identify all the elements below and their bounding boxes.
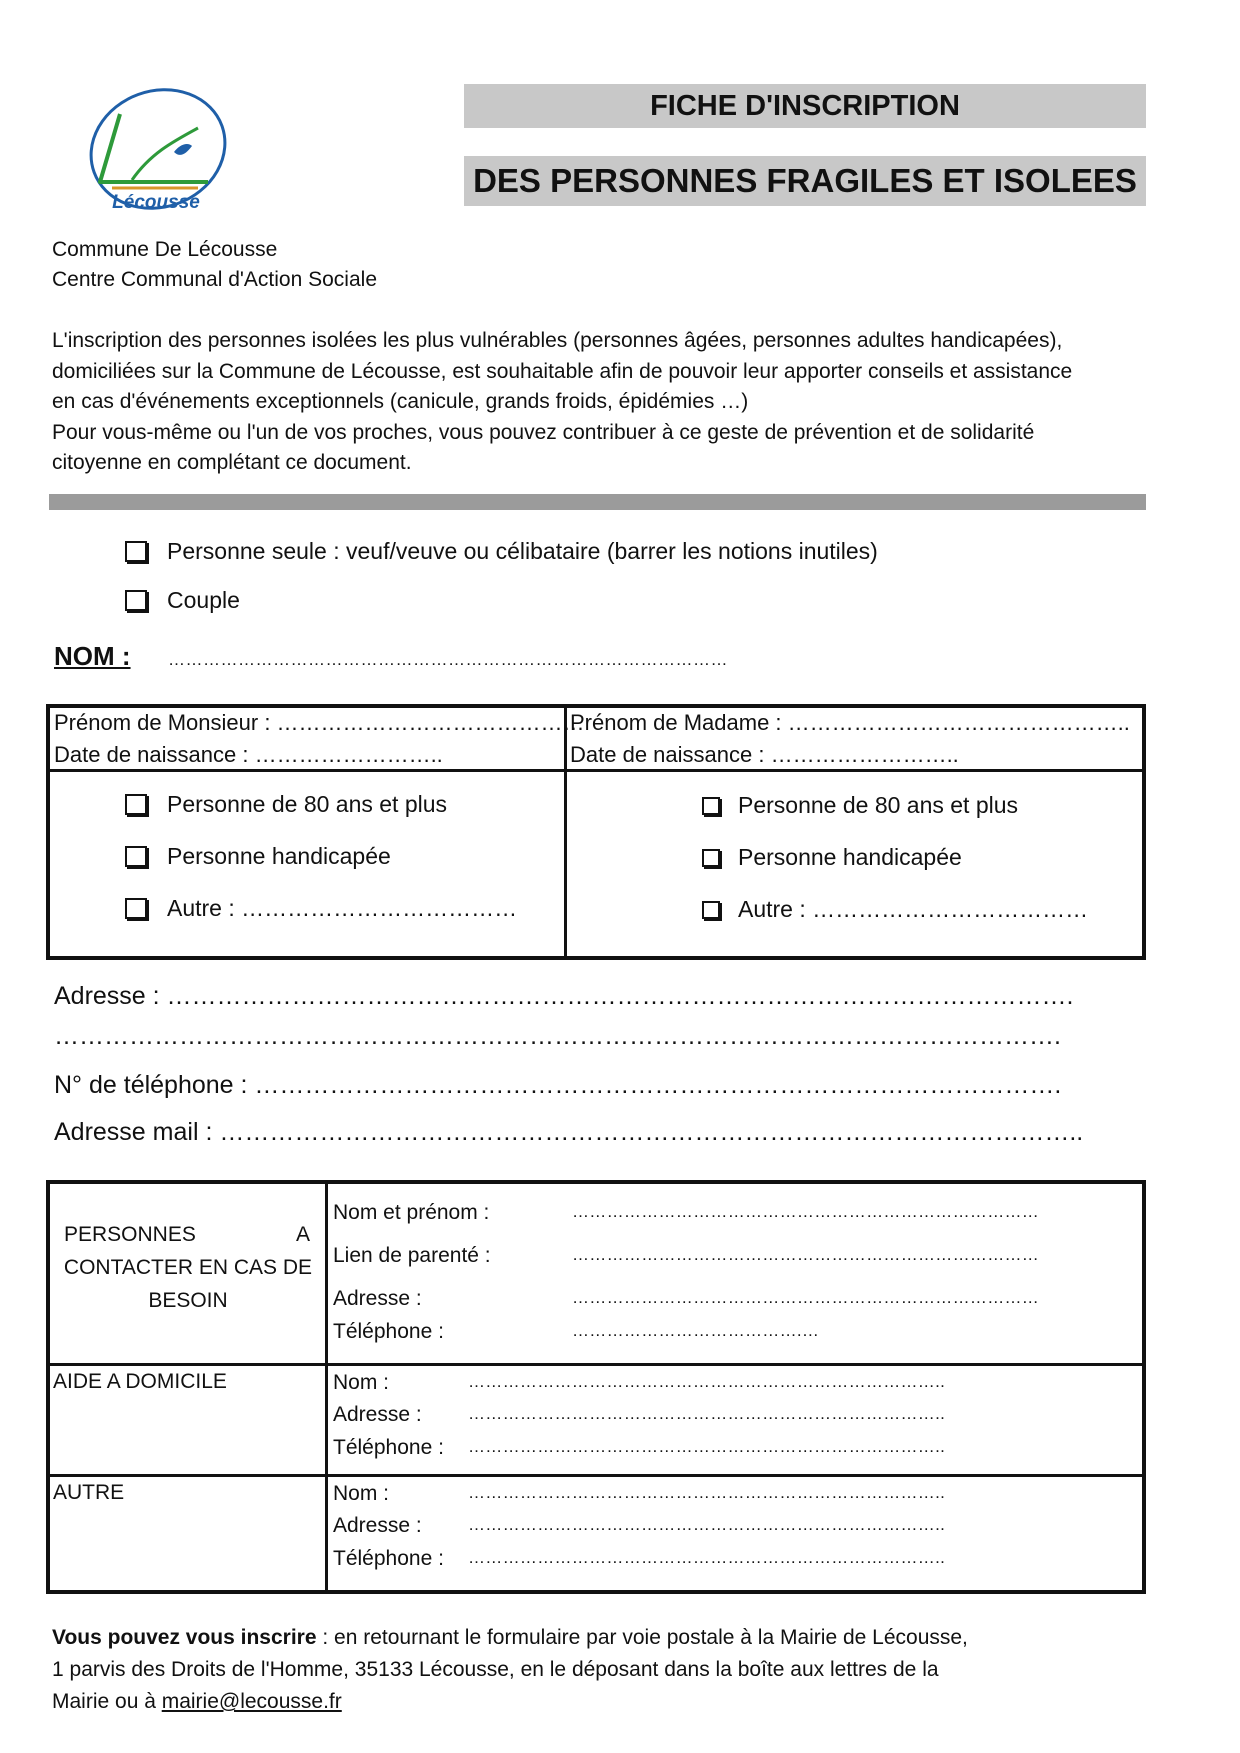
intro-line: L'inscription des personnes isolées les plus vulnérables (personnes âgées, personnes adultes handicapées), [52,329,1063,352]
option-label: Personne de 80 ans et plus [167,791,448,817]
checkbox-icon[interactable] [125,541,147,562]
monsieur-option-handicap[interactable] [125,843,391,870]
table-divider [48,1474,1144,1477]
home-help-phone-label: Téléphone : [333,1436,444,1459]
org-department: Centre Communal d'Action Sociale [52,268,377,291]
org-name: Commune De Lécousse [52,238,278,261]
intro-line: citoyenne en complétant ce document. [52,451,412,474]
intro-line: domiciliées sur la Commune de Lécousse, est souhaitable afin de pouvoir leur apporter conseils et assistance [52,359,1073,383]
contact-relation-field[interactable]: ……………………………………………………………………… [572,1245,1040,1264]
option-label: Autre : ……………………………… [738,896,1089,922]
commune-logo [80,84,232,220]
table-divider [325,1182,328,1592]
contact-heading-line2: CONTACTER EN CAS DE [63,1256,313,1279]
form-subtitle: DES PERSONNES FRAGILES ET ISOLEES [464,156,1146,206]
monsieur-option-autre[interactable] [125,895,517,922]
logo-text: Lécousse [112,192,200,213]
contact-address-field[interactable]: ……………………………………………………………………… [572,1288,1040,1307]
footer-line [52,1686,1152,1718]
contact-name-field[interactable]: ……………………………………………………………………… [572,1202,1040,1221]
home-help-name-label: Nom : [333,1371,390,1394]
option-couple-label: Couple [167,587,240,613]
footer-instructions [52,1622,1152,1718]
option-label: Personne handicapée [738,844,962,870]
checkbox-icon[interactable] [125,794,147,815]
address-field-line2[interactable]: …………………………………………………………………………………………………………. [54,1022,1061,1050]
checkbox-icon[interactable] [125,846,147,867]
other-name-label: Nom : [333,1482,390,1505]
home-help-phone-field[interactable]: ……………………………………………………………………….. [468,1437,946,1456]
checkbox-icon[interactable] [125,590,147,611]
logo-icon [80,84,232,220]
nom-field[interactable]: …………………………………………………………………………………… [168,650,728,669]
option-single-label: Personne seule : veuf/veuve ou célibataire (barrer les notions inutiles) [167,538,878,564]
madame-birthdate-field[interactable]: Date de naissance : …………………….. [570,742,959,767]
checkbox-icon[interactable] [125,898,147,919]
contact-phone-field[interactable]: ………………………………….… [572,1321,820,1340]
option-single[interactable] [125,538,878,565]
table-divider [564,706,567,958]
other-phone-label: Téléphone : [333,1547,444,1570]
checkbox-icon[interactable] [702,849,720,867]
footer-line: 1 parvis des Droits de l'Homme, 35133 Lécousse, en le déposant dans la boîte aux lettres de la [52,1658,939,1681]
checkbox-icon[interactable] [702,901,720,919]
home-help-address-field[interactable]: ……………………………………………………………………….. [468,1404,946,1423]
home-help-address-label: Adresse : [333,1403,422,1426]
email-field[interactable]: Adresse mail : ………………………………………………………………………………………….. [54,1118,1084,1146]
option-couple[interactable] [125,587,240,614]
footer-text: Mairie ou à [52,1690,162,1713]
email-link[interactable]: mairie@lecousse.fr [161,1690,342,1713]
other-heading: AUTRE [53,1481,125,1504]
option-label: Personne handicapée [167,843,391,869]
other-name-field[interactable]: ……………………………………………………………………….. [468,1483,946,1502]
section-divider [49,494,1146,510]
contact-relation-label: Lien de parenté : [333,1244,491,1267]
other-phone-field[interactable]: ……………………………………………………………………….. [468,1548,946,1567]
monsieur-birthdate-field[interactable]: Date de naissance : …………………….. [54,742,443,767]
intro-line: Pour vous-même ou l'un de vos proches, vous pouvez contribuer à ce geste de prévention et de solidarité [52,420,1035,444]
address-field[interactable]: Adresse : ………………………………………………………………………………………………. [54,982,1074,1010]
footer-bold: Vous pouvez vous inscrire [52,1626,317,1649]
other-address-field[interactable]: ……………………………………………………………………….. [468,1515,946,1534]
other-address-label: Adresse : [333,1514,422,1537]
option-label: Autre : ……………………………… [167,895,518,921]
option-label: Personne de 80 ans et plus [738,792,1019,818]
contact-address-label: Adresse : [333,1287,422,1310]
madame-prenom-field[interactable]: Prénom de Madame : ……………………………………….. [570,710,1130,735]
contact-heading-word1: PERSONNES [64,1223,196,1246]
home-help-heading: AIDE A DOMICILE [53,1370,227,1393]
contact-heading-word2: A [296,1223,311,1246]
monsieur-option-80plus[interactable] [125,791,447,818]
nom-label: NOM : [54,641,131,671]
footer-line [52,1622,1152,1654]
phone-field[interactable]: N° de téléphone : ……………………………………………………………………………………. [54,1071,1062,1099]
contact-phone-label: Téléphone : [333,1320,444,1343]
madame-option-80plus[interactable] [702,792,1018,819]
intro-paragraph [52,326,1152,479]
checkbox-icon[interactable] [702,797,720,815]
footer-text: : en retournant le formulaire par voie postale à la Mairie de Lécousse, [316,1626,968,1649]
home-help-name-field[interactable]: ……………………………………………………………………….. [468,1372,946,1391]
madame-option-autre[interactable] [702,896,1088,923]
madame-option-handicap[interactable] [702,844,962,871]
intro-line: en cas d'événements exceptionnels (canicule, grands froids, épidémies …) [52,390,749,413]
contact-heading-line3: BESOIN [148,1289,228,1312]
contact-name-label: Nom et prénom : [333,1201,490,1224]
monsieur-prenom-field[interactable]: Prénom de Monsieur : …………………………………… [54,710,585,735]
form-title: FICHE D'INSCRIPTION [464,84,1146,128]
